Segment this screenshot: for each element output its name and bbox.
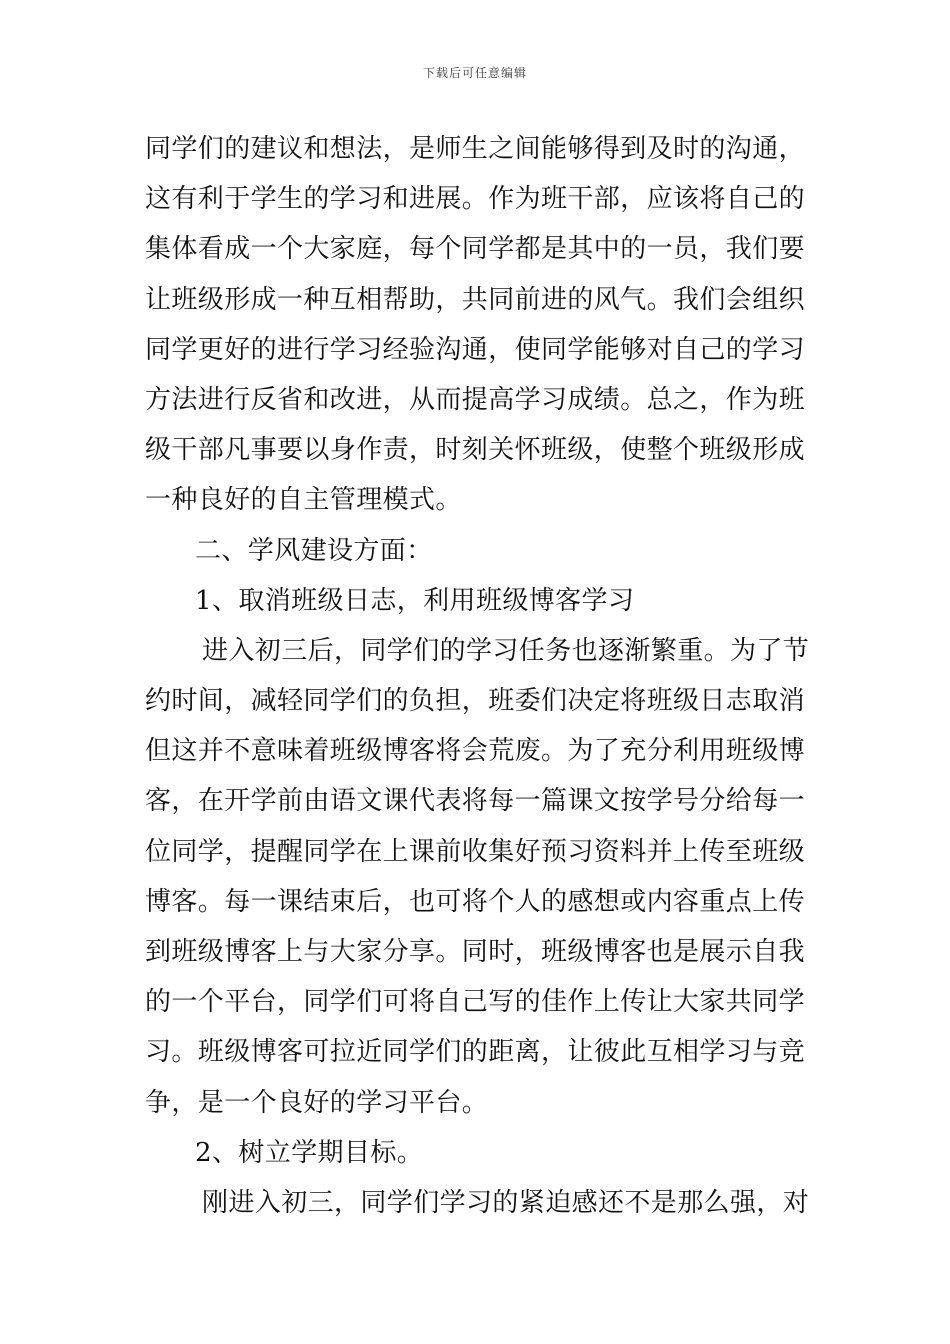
document-body bbox=[145, 124, 810, 1228]
text-line: 客，在开学前由语文课代表将每一篇课文按学号分给每一 bbox=[145, 786, 806, 817]
text-line: 方法进行反省和改进，从而提高学习成绩。总之，作为班 bbox=[145, 384, 806, 415]
text-line: 博客。每一课结束后，也可将个人的感想或内容重点上传 bbox=[145, 886, 806, 917]
text-line: 到班级博客上与大家分享。同时，班级博客也是展示自我 bbox=[145, 937, 806, 967]
text-line: 习。班级博客可拉近同学们的距离，让彼此互相学习与竞 bbox=[145, 1037, 806, 1068]
subsection-heading: 1、取消班级日志，利用班级博客学习 bbox=[195, 585, 635, 616]
section-heading: 二、学风建设方面： bbox=[195, 535, 433, 566]
text-line: 同学更好的进行学习经验沟通，使同学能够对自己的学习 bbox=[145, 334, 806, 365]
page-header-note: 下载后可任意编辑 bbox=[422, 66, 527, 80]
text-line: 这有利于学生的学习和进展。作为班干部，应该将自己的 bbox=[145, 184, 806, 215]
text-line: 集体看成一个大家庭，每个同学都是其中的一员，我们要 bbox=[145, 234, 806, 265]
text-line: 一种良好的自主管理模式。 bbox=[145, 485, 462, 516]
paragraph-start-line: 刚进入初三，同学们学习的紧迫感还不是那么强，对 bbox=[202, 1187, 810, 1218]
subsection-heading: 2、树立学期目标。 bbox=[195, 1137, 424, 1168]
text-line: 级干部凡事要以身作责，时刻关怀班级，使整个班级形成 bbox=[145, 435, 806, 466]
paragraph-start-line: 进入初三后，同学们的学习任务也逐渐繁重。为了节 bbox=[202, 635, 810, 666]
text-line: 但这并不意味着班级博客将会荒废。为了充分利用班级博 bbox=[145, 736, 806, 767]
text-line: 位同学，提醒同学在上课前收集好预习资料并上传至班级 bbox=[145, 836, 806, 867]
text-line: 同学们的建议和想法，是师生之间能够得到及时的沟通， bbox=[145, 134, 806, 164]
text-line: 让班级形成一种互相帮助，共同前进的风气。我们会组织 bbox=[145, 284, 806, 315]
text-line: 约时间，减轻同学们的负担，班委们决定将班级日志取消 bbox=[145, 686, 806, 717]
text-line: 争，是一个良好的学习平台。 bbox=[145, 1087, 489, 1118]
text-line: 的一个平台，同学们可将自己写的佳作上传让大家共同学 bbox=[145, 987, 806, 1018]
